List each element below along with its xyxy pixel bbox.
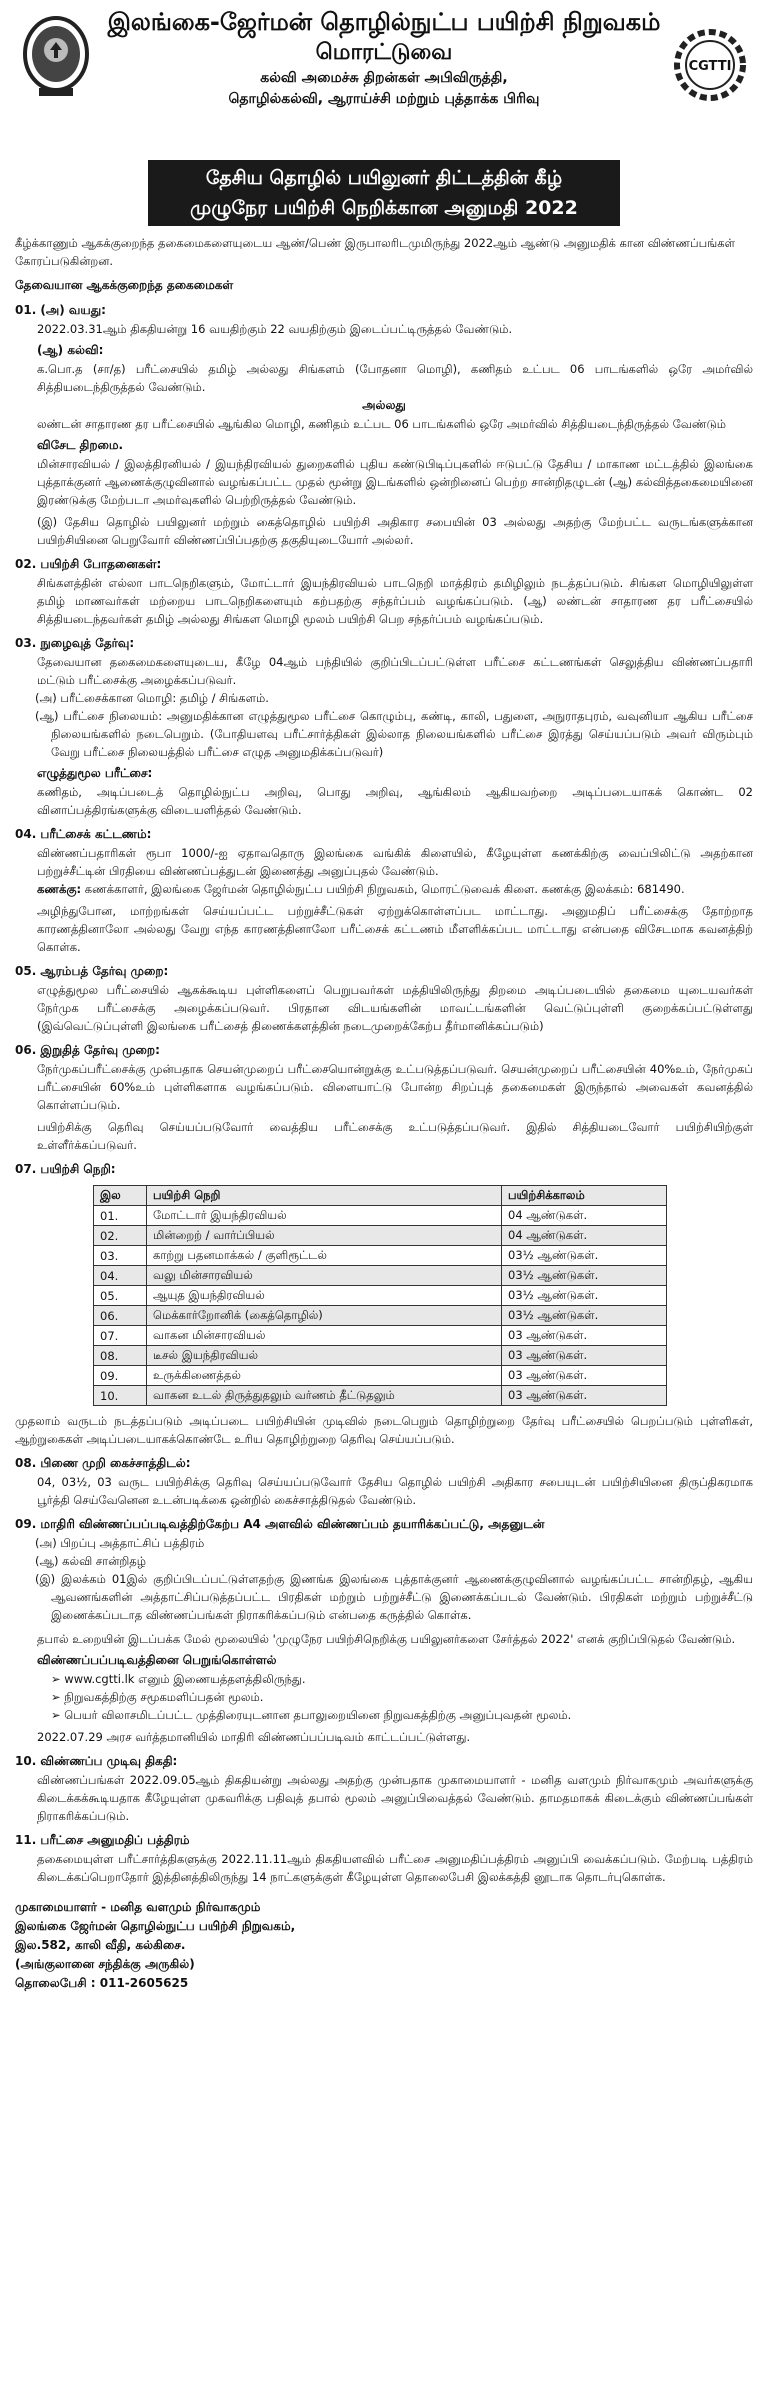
section-10-heading: 10. விண்ணப்ப முடிவு திகதி:: [15, 1754, 178, 1768]
table-row: [94, 1266, 667, 1286]
written-exam-heading: எழுத்துமூல பரீட்சை:: [37, 766, 153, 780]
table-row: [94, 1366, 667, 1386]
ministry-line-1: கல்வி அமைச்சு திறன்கள் அபிவிருத்தி,: [260, 70, 508, 86]
row-no: 10.: [94, 1386, 147, 1406]
education-text: க.பொ.த (சா/த) பரீட்சையில் தமிழ் அல்லது சிங்களம் (போதனா மொழி), கணிதம் உட்பட 06 பாடங்களில் ஒரே அமர்வில் சித்தியடைந்திருத்தல் வேண்டும்.: [37, 362, 753, 394]
banner-line-2: முழுநேர பயிற்சி நெறிக்கான அனுமதி 2022: [190, 197, 578, 219]
table-row: [94, 1286, 667, 1306]
row-no: 01.: [94, 1206, 147, 1226]
row-no: 03.: [94, 1246, 147, 1266]
section-5-heading: 05. ஆரம்பத் தேர்வு முறை:: [15, 964, 169, 978]
intro-text: கீழ்க்காணும் ஆகக்குறைந்த தகைமைகளையுடைய ஆண்/பெண் இருபாலரிடமுமிருந்து 2022ஆம் ஆண்டு அனுமதிக் கான விண்ணப்பங்கள் கோரப்படுகின்றன.: [15, 236, 735, 268]
exam-centres: (ஆ) பரீட்சை நிலையம்: அனுமதிக்கான எழுத்துமூல பரீட்சை கொழும்பு, கண்டி, காலி, பதுளை, அநுராதபுரம், வவுனியா ஆகிய பரீட்சை நிலையங்களில் நடைபெறும். (போதியளவு பரீட்சார்த்திகள் இல்லாத நிலையங்களில் பரீட்சை இரத்து செய்யப்படும் அவர் விரும்பும் வேறு பரீட்சை நிலையத்தில் பரீட்சை எழுத அனுமதிக்கப்படுவர்): [35, 709, 753, 759]
address-line-4: (அங்குலானை சந்திக்கு அருகில்): [15, 1957, 195, 1971]
sri-lanka-emblem-icon: [21, 14, 91, 100]
address-line-2: இலங்கை ஜேர்மன் தொழில்நுட்ப பயிற்சி நிறுவகம்,: [15, 1919, 296, 1933]
row-no: 07.: [94, 1326, 147, 1346]
institute-title: இலங்கை-ஜேர்மன் தொழில்நுட்ப பயிற்சி நிறுவகம்: [107, 8, 661, 36]
section-4-text: விண்ணப்பதாரிகள் ரூபா 1000/-ஐ ஏதாவதொரு இலங்கை வங்கிக் கிளையில், கீழேயுள்ள கணக்கிற்கு வைப்பிலிட்டு அதற்கான பற்றுச்சீட்டின் பிரதியை விண்ணப்பத்துடன் இணைத்து அனுப்புதல் வேண்டும்.: [37, 846, 753, 878]
obtain-post-text: பெயர் விலாசமிடப்பட்ட முத்திரையுடனான தபாலுறையினை நிறுவகத்திற்கு அனுப்புவதன் மூலம்.: [64, 1708, 572, 1722]
table-row: [94, 1326, 667, 1346]
row-course: மோட்டார் இயந்திரவியல்: [147, 1206, 502, 1226]
table-row: [94, 1346, 667, 1366]
row-no: 06.: [94, 1306, 147, 1326]
birth-certificate: (அ) பிறப்பு அத்தாட்சிப் பத்திரம்: [35, 1536, 205, 1550]
title-banner: [148, 160, 620, 226]
row-no: 04.: [94, 1266, 147, 1286]
section-8-text: 04, 03½, 03 வருட பயிற்சிக்கு தெரிவு செய்யப்படுவோர் தேசிய தொழில் பயிற்சி அதிகார சபையுடன் பயிற்சியினை திருப்திகரமாக பூர்த்தி செய்வேனென உடன்படிக்கை ஒன்றில் கைச்சாத்திடுதல் வேண்டும்.: [37, 1475, 753, 1507]
table-row: [94, 1246, 667, 1266]
row-course: மெக்கார்றோனிக் (கைத்தொழில்): [147, 1306, 502, 1326]
age-text: 2022.03.31ஆம் திகதியன்று 16 வயதிற்கும் 22 வயதிற்கும் இடைப்பட்டிருத்தல் வேண்டும்.: [37, 322, 513, 336]
section-1-heading: 01. (அ) வயது:: [15, 303, 106, 317]
section-3-heading: 03. நுழைவுத் தேர்வு:: [15, 636, 135, 650]
section-6-text: நேர்முகப்பரீட்சைக்கு முன்பதாக செயன்முறைப் பரீட்சையொன்றுக்கு உட்படுத்தப்படுவர். செயன்முறைப் பரீட்சையின் 40%உம், நேர்முகப் பரீட்சையின் 60%உம் புள்ளிகளாக வழங்கப்படும். விளையாட்டு போன்ற சிறப்புத் தகைமைகள் இருந்தால் அவைகள் கவனத்தில் கொள்ளப்படும்.: [37, 1062, 753, 1112]
row-course: ஆயுத இயந்திரவியல்: [147, 1286, 502, 1306]
courses-table: [93, 1185, 667, 1406]
table-row: [94, 1306, 667, 1326]
section-2-heading: 02. பயிற்சி போதனைகள்:: [15, 557, 162, 571]
address-line-3: இல.582, காலி வீதி, கல்கிசை.: [15, 1938, 186, 1952]
attachments-note: (இ) இலக்கம் 01இல் குறிப்பிடப்பட்டுள்ளதற்கு இணங்க இலங்கை புத்தாக்குனர் ஆணைக்குழுவினால் வழங்கப்பட்ட சான்றிதழ், ஆகிய ஆவணங்களின் அத்தாட்சிப்படுத்தப்பட்ட பிரதிகள் மற்றும் பற்றுச்சீட்டு இணைக்கப்படல் வேண்டும். பிரதிகள் மற்றும் பற்றுச்சீட்டு இணைக்கப்படாத விண்ணப்பங்கள் நிராகரிக்கப்படும் என்பதை கருத்தில் கொள்க.: [35, 1572, 753, 1622]
cgtti-logo-text: CGTTI: [688, 59, 732, 74]
row-duration: 03½ ஆண்டுகள்.: [502, 1306, 667, 1326]
row-duration: 03½ ஆண்டுகள்.: [502, 1266, 667, 1286]
row-duration: 03 ஆண்டுகள்.: [502, 1386, 667, 1406]
banner-line-1: தேசிய தொழில் பயிலுனர் திட்டத்தின் கீழ்: [205, 167, 563, 189]
table-row: [94, 1206, 667, 1226]
row-no: 08.: [94, 1346, 147, 1366]
london-text: லண்டன் சாதாரண தர பரீட்சையில் ஆங்கில மொழி, கணிதம் உட்பட 06 பாடங்களில் ஒரே அமர்வில் சித்தியடைந்திருத்தல் வேண்டும்: [37, 417, 726, 431]
bullet-arrow-icon: ➢: [51, 1672, 65, 1686]
row-no: 09.: [94, 1366, 147, 1386]
section-4-heading: 04. பரீட்சைக் கட்டணம்:: [15, 827, 152, 841]
row-course: வாகன மின்சாரவியல்: [147, 1326, 502, 1346]
address-line-1: முகாமையாளர் - மனித வளமும் நிர்வாகமும்: [15, 1900, 261, 1914]
medical-text: பயிற்சிக்கு தெரிவு செய்யப்படுவோர் வைத்திய பரீட்சைக்கு உட்படுத்தப்படுவர். இதில் சித்தியடைவோர் பயிற்சியிற்குள் உள்ளீர்க்கப்படுவர்.: [37, 1120, 753, 1152]
row-course: டீசல் இயந்திரவியல்: [147, 1346, 502, 1366]
or-text: அல்லது: [362, 398, 406, 412]
section-11-text: தகைமையுள்ள பரீட்சார்த்திகளுக்கு 2022.11.11ஆம் திகதியளவில் பரீட்சை அனுமதிப்பத்திரம் அனுப்பி வைக்கப்படும். மேற்படி பத்திரம் கிடைக்கப்பெறாதோர் இத்தினத்திலிருந்து 14 நாட்களுக்குள் கீழேயுள்ள தொலைபேசி இலக்கத்தி னூடாக தொடர்புகொள்க.: [37, 1852, 753, 1884]
education-certificate: (ஆ) கல்வி சான்றிதழ்: [35, 1554, 146, 1568]
section-5-text: எழுத்துமூல பரீட்சையில் ஆகக்கூடிய புள்ளிகளைப் பெறுபவர்கள் மத்தியிலிருந்து திறமை அடிப்படையில் தகைமை யுடையவர்கள் நேர்முக பரீட்சைக்கு அழைக்கப்படுவர். பிரதான விடயங்களின் மாவட்டங்களின் வெட்டுப்புள்ளி குறைக்கப்பட்டுள்ளது (இவ்வெட்டுப்புள்ளி இலங்கை பரீட்சைத் திணைக்களத்தின் நடைமுறைக்கேற்ப தீர்மானிக்கப்படும்): [37, 983, 753, 1033]
row-duration: 03½ ஆண்டுகள்.: [502, 1246, 667, 1266]
row-duration: 03 ஆண்டுகள்.: [502, 1366, 667, 1386]
table-row: [94, 1386, 667, 1406]
row-course: வலு மின்சாரவியல்: [147, 1266, 502, 1286]
col-course: பயிற்சி நெறி: [147, 1186, 502, 1206]
row-duration: 04 ஆண்டுகள்.: [502, 1206, 667, 1226]
section-7-heading: 07. பயிற்சி நெறி:: [15, 1162, 116, 1176]
special-skill-text: மின்சாரவியல் / இலத்திரனியல் / இயந்திரவியல் துறைகளில் புதிய கண்டுபிடிப்புகளில் ஈடுபட்டு தேசிய / மாகாண மட்டத்தில் இலங்கை புத்தாக்குனர் ஆணைக்குழுவினால் வழங்கப்பட்ட முதல் மூன்று இடங்களில் ஒன்றினைப் பெற்ற சான்றிதழுடன் (ஆ) கல்வித்தகைமையினை இரண்டுக்கு மேற்படா அமர்வுகளில் பெற்றிருத்தல் வேண்டும்.: [37, 457, 753, 507]
row-no: 02.: [94, 1226, 147, 1246]
ministry-line-2: தொழில்கல்வி, ஆராய்ச்சி மற்றும் புத்தாக்க பிரிவு: [228, 91, 540, 107]
row-no: 05.: [94, 1286, 147, 1306]
cgtti-logo-icon: [673, 28, 747, 102]
obtain-website: [15, 1670, 753, 1688]
row-course: மின்றைற் / வார்ப்பியல்: [147, 1226, 502, 1246]
section-3-text: தேவையான தகைமைகளையுடைய, கீழே 04ஆம் பந்தியில் குறிப்பிடப்பட்டுள்ள பரீட்சை கட்டணங்கள் செலுத்திய விண்ணப்பதாரி மட்டும் பரீட்சைக்கு அழைக்கப்படுவர்.: [37, 655, 753, 687]
fee-note: அழிந்துபோன, மாற்றங்கள் செய்யப்பட்ட பற்றுச்சீட்டுகள் ஏற்றுக்கொள்ளப்பட மாட்டாது. அனுமதிப் பரீட்சைக்கு தோற்றாத காரணத்தினாலோ அல்லது வேறு எந்த காரணத்தினாலோ பரீட்சைக் கட்டணம் மீளளிக்கப்பட மாட்டாது என்பதை விசேடமாக கவனத்திற் கொள்க.: [37, 904, 753, 954]
obtain-post: [15, 1706, 753, 1724]
institute-location: மொரட்டுவை: [315, 40, 453, 65]
account-line: [15, 880, 753, 898]
section-2-text: சிங்களத்தின் எல்லா பாடநெறிகளும், மோட்டார் இயந்திரவியல் பாடநெறி மாத்திரம் தமிழிலும் நடத்தப்படும். சிங்கள மொழியிலுள்ள தமிழ் மாணவர்கள் மற்றைய பாடநெறிகளையும் கற்பதற்கு சந்தர்ப்பம் வழங்கப்படும். (ஆ) லண்டன் சாதாரண தர பரீட்சையில் சித்தியடைந்தவர்கள் தமிழ் அல்லது சிங்கள மொழி மூலம் பயிற்சி பெற சந்தர்ப்பம் வழங்கப்படும்.: [37, 576, 753, 626]
contact-address: [15, 1898, 753, 1993]
bullet-arrow-icon: ➢: [51, 1708, 65, 1722]
account-heading: கணக்கு:: [37, 882, 82, 896]
row-course: உருக்கிணைத்தல்: [147, 1366, 502, 1386]
obtain-visit-text: நிறுவகத்திற்கு சமூகமளிப்பதன் மூலம்.: [64, 1690, 264, 1704]
exam-language: (அ) பரீட்சைக்கான மொழி: தமிழ் / சிங்களம்.: [35, 691, 269, 705]
obtain-form-heading: விண்ணப்பப்படிவத்தினை பெறுங்கொள்ளல்: [37, 1653, 277, 1667]
header: [15, 6, 753, 152]
col-no: இல: [94, 1186, 147, 1206]
bullet-arrow-icon: ➢: [51, 1690, 65, 1704]
account-text: கணக்காளர், இலங்கை ஜேர்மன் தொழில்நுட்ப பயிற்சி நிறுவகம், மொரட்டுவைக் கிளை. கணக்கு இலக்கம்: 681490.: [84, 882, 685, 896]
written-exam-text: கணிதம், அடிப்படைத் தொழில்நுட்ப அறிவு, பொது அறிவு, ஆங்கிலம் ஆகியவற்றை அடிப்படையாகக் கொண்ட 02 வினாப்பத்திரங்களுக்கு விடையளித்தல் வேண்டும்.: [37, 785, 753, 817]
row-duration: 03½ ஆண்டுகள்.: [502, 1286, 667, 1306]
qualifications-heading: தேவையான ஆகக்குறைந்த தகைமைகள்: [15, 278, 234, 292]
obtain-visit: [15, 1688, 753, 1706]
special-skill-heading: விசேட திறமை.: [37, 438, 124, 452]
advertisement-page: [15, 0, 753, 1993]
envelope-note: தபால் உறையின் இடப்பக்க மேல் மூலையில் 'முழுநேர பயிற்சிநெறிக்கு பயிலுனர்களை சேர்த்தல் 2022' எனக் குறிப்பிடுதல் வேண்டும்.: [37, 1632, 736, 1646]
education-heading: (ஆ) கல்வி:: [37, 343, 104, 357]
row-course: வாகன உடல் திருத்துதலும் வர்ணம் தீட்டுதலும்: [147, 1386, 502, 1406]
section-10-text: விண்ணப்பங்கள் 2022.09.05ஆம் திகதியன்று அல்லது அதற்கு முன்பதாக முகாமையாளர் - மனித வளமும் நிர்வாகமும் அவர்களுக்கு கிடைக்கக்கூடியதாக கீழேயுள்ள முகவரிக்கு பதிவுத் தபால் மூலம் அனுப்பிவைத்தல் வேண்டும். தாமதமாகக் கிடைக்கும் விண்ணப்பங்கள் நிராகரிக்கப்படும்.: [37, 1773, 753, 1823]
section-9-heading: 09. மாதிரி விண்ணப்பப்படிவத்திற்கேற்ப A4 அளவில் விண்ணப்பம் தயாரிக்கப்பட்டு, அதனுடன்: [15, 1517, 545, 1531]
col-duration: பயிற்சிக்காலம்: [502, 1186, 667, 1206]
row-course: காற்று பதனமாக்கல் / குளிரூட்டல்: [147, 1246, 502, 1266]
courses-table-header: [94, 1186, 667, 1206]
after-table-text: முதலாம் வருடம் நடத்தப்படும் அடிப்படை பயிற்சியின் முடிவில் நடைபெறும் தொழிற்றுறை தேர்வு பரீட்சையில் பெறப்படும் புள்ளிகள், ஆற்றுகைகள் அடிப்படையாகக்கொண்டே உரிய தொழிற்றுறை தெரிவு செய்யப்படும்.: [15, 1414, 753, 1446]
row-duration: 03 ஆண்டுகள்.: [502, 1326, 667, 1346]
gazette-note: 2022.07.29 அரச வர்த்தமானியில் மாதிரி விண்ணப்பப்படிவம் காட்டப்பட்டுள்ளது.: [37, 1730, 471, 1744]
row-duration: 03 ஆண்டுகள்.: [502, 1346, 667, 1366]
section-8-heading: 08. பிணை முறி கைச்சாத்திடல்:: [15, 1456, 191, 1470]
section-6-heading: 06. இறுதித் தேர்வு முறை:: [15, 1043, 160, 1057]
table-row: [94, 1226, 667, 1246]
telephone: தொலைபேசி : 011-2605625: [15, 1976, 189, 1990]
website-link[interactable]: www.cgtti.lk எனும் இணையத்தளத்திலிருந்து.: [64, 1672, 306, 1686]
ineligibility-note: (இ) தேசிய தொழில் பயிலுனர் மற்றும் கைத்தொழில் பயிற்சி அதிகார சபையின் 03 அல்லது அதற்கு மேற்பட்ட வருடங்களுக்கான பயிற்சியினை பெறுவோர் விண்ணப்பிப்பதற்கு தகுதியுடையோர் அல்லர்.: [37, 515, 753, 547]
row-duration: 04 ஆண்டுகள்.: [502, 1226, 667, 1246]
section-11-heading: 11. பரீட்சை அனுமதிப் பத்திரம்: [15, 1833, 190, 1847]
